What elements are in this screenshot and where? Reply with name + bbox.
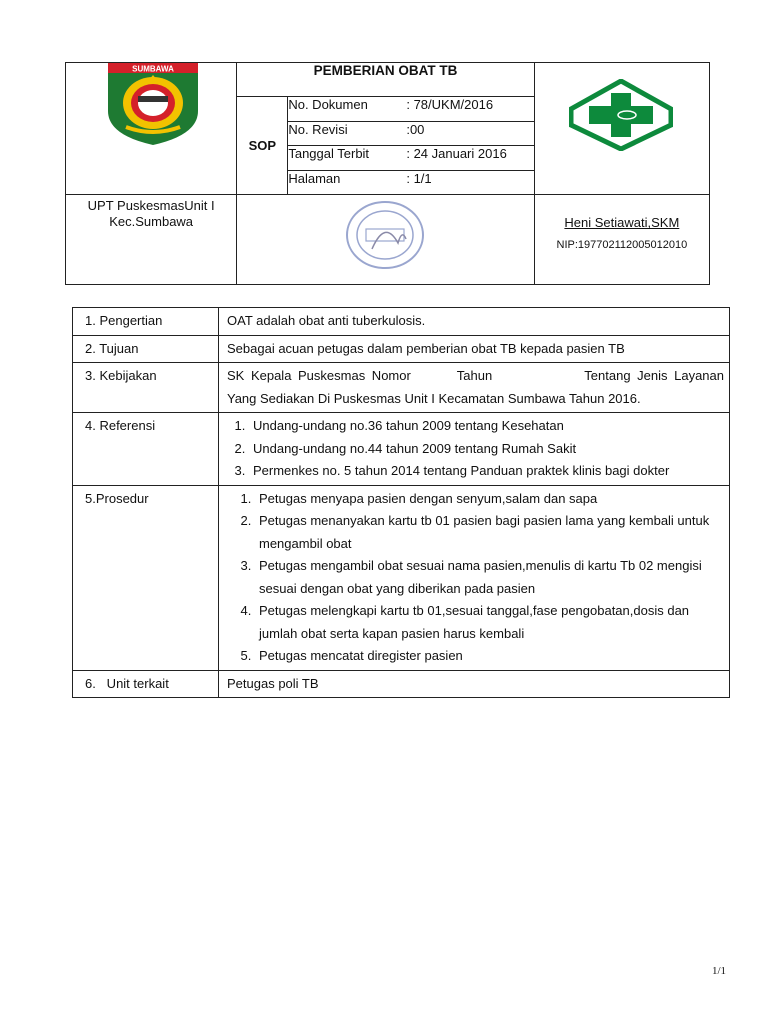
org-line2: Kec.Sumbawa — [109, 214, 194, 230]
organization-cell — [66, 195, 237, 285]
meta-row — [288, 170, 534, 195]
meta-value: :00 — [406, 121, 425, 137]
meta-value: : 1/1 — [406, 170, 432, 186]
list-item: 1. Undang-undang no.36 tahun 2009 tentang Kesehatan — [249, 415, 724, 438]
list-item: 1. Petugas menyapa pasien dengan senyum,salam dan sapa — [255, 488, 724, 511]
procedure-list — [227, 488, 724, 668]
meta-label: Tanggal Terbit — [288, 146, 370, 162]
list-item: 4. Petugas melengkapi kartu tb 01,sesuai tanggal,fase pengobatan,dosis dan jumlah obat serta kapan pasien harus kembali — [255, 600, 724, 645]
list-item: 3. Petugas mengambil obat sesuai nama pasien,menulis di kartu Tb 02 mengisi sesuai dengan obat yang diberikan pada pasien — [255, 555, 724, 600]
row-text — [219, 413, 730, 486]
row-label: 3. Kebijakan — [73, 363, 219, 413]
meta-label: No. Revisi — [288, 121, 348, 137]
row-label: 6. Unit terkait — [73, 670, 219, 698]
row-text: Sebagai acuan petugas dalam pemberian obat TB kepada pasien TB — [219, 335, 730, 363]
table-row — [73, 363, 730, 413]
row-text: Petugas poli TB — [219, 670, 730, 698]
meta-row — [288, 97, 534, 122]
meta-label: Halaman — [288, 170, 341, 186]
puskesmas-cross-icon — [569, 79, 673, 151]
svg-text:SUMBAWA: SUMBAWA — [132, 64, 174, 74]
header-table — [65, 62, 710, 285]
sop-label: SOP — [237, 97, 288, 195]
list-item: 3. Permenkes no. 5 tahun 2014 tentang Panduan praktek klinis bagi dokter — [249, 460, 724, 483]
stamp-cell — [237, 195, 534, 285]
page-number: 1/1 — [712, 965, 727, 977]
signer-name: Heni Setiawati,SKM — [564, 215, 680, 231]
signer-nip: NIP:197702112005012010 — [556, 239, 688, 252]
row-label: 2. Tujuan — [73, 335, 219, 363]
list-item: 2. Petugas menanyakan kartu tb 01 pasien bagi pasien lama yang kembali untuk mengambil obat — [255, 510, 724, 555]
kebijakan-line1: SK Kepala Puskesmas Nomor Tahun Tentang Jenis Layanan — [227, 368, 724, 383]
row-text — [219, 485, 730, 670]
row-label: 1. Pengertian — [73, 308, 219, 336]
row-text — [219, 363, 730, 413]
meta-row — [288, 121, 534, 146]
kebijakan-line2: Yang Sediakan Di Puskesmas Unit I Kecamatan Sumbawa Tahun 2016. — [227, 390, 641, 406]
row-label: 5.Prosedur — [73, 485, 219, 670]
logo-cell — [66, 63, 237, 195]
reference-list — [227, 415, 724, 483]
meta-value: : 78/UKM/2016 — [406, 97, 494, 113]
list-item: 2. Undang-undang no.44 tahun 2009 tentang Rumah Sakit — [249, 438, 724, 461]
row-label: 4. Referensi — [73, 413, 219, 486]
official-stamp-icon — [342, 199, 428, 271]
signer-cell — [534, 195, 709, 285]
table-row — [73, 670, 730, 698]
meta-row — [288, 146, 534, 171]
org-line1: UPT PuskesmasUnit I — [87, 198, 215, 214]
sumbawa-logo-icon — [108, 63, 198, 145]
document-title: PEMBERIAN OBAT TB — [237, 63, 534, 97]
cross-logo-cell — [534, 63, 709, 195]
table-row — [73, 335, 730, 363]
table-row — [73, 413, 730, 486]
meta-label: No. Dokumen — [288, 97, 368, 113]
table-row — [73, 308, 730, 336]
meta-value: : 24 Januari 2016 — [406, 146, 507, 162]
table-row — [73, 485, 730, 670]
row-text: OAT adalah obat anti tuberkulosis. — [219, 308, 730, 336]
content-table — [72, 307, 730, 698]
list-item: 5. Petugas mencatat diregister pasien — [255, 645, 724, 668]
